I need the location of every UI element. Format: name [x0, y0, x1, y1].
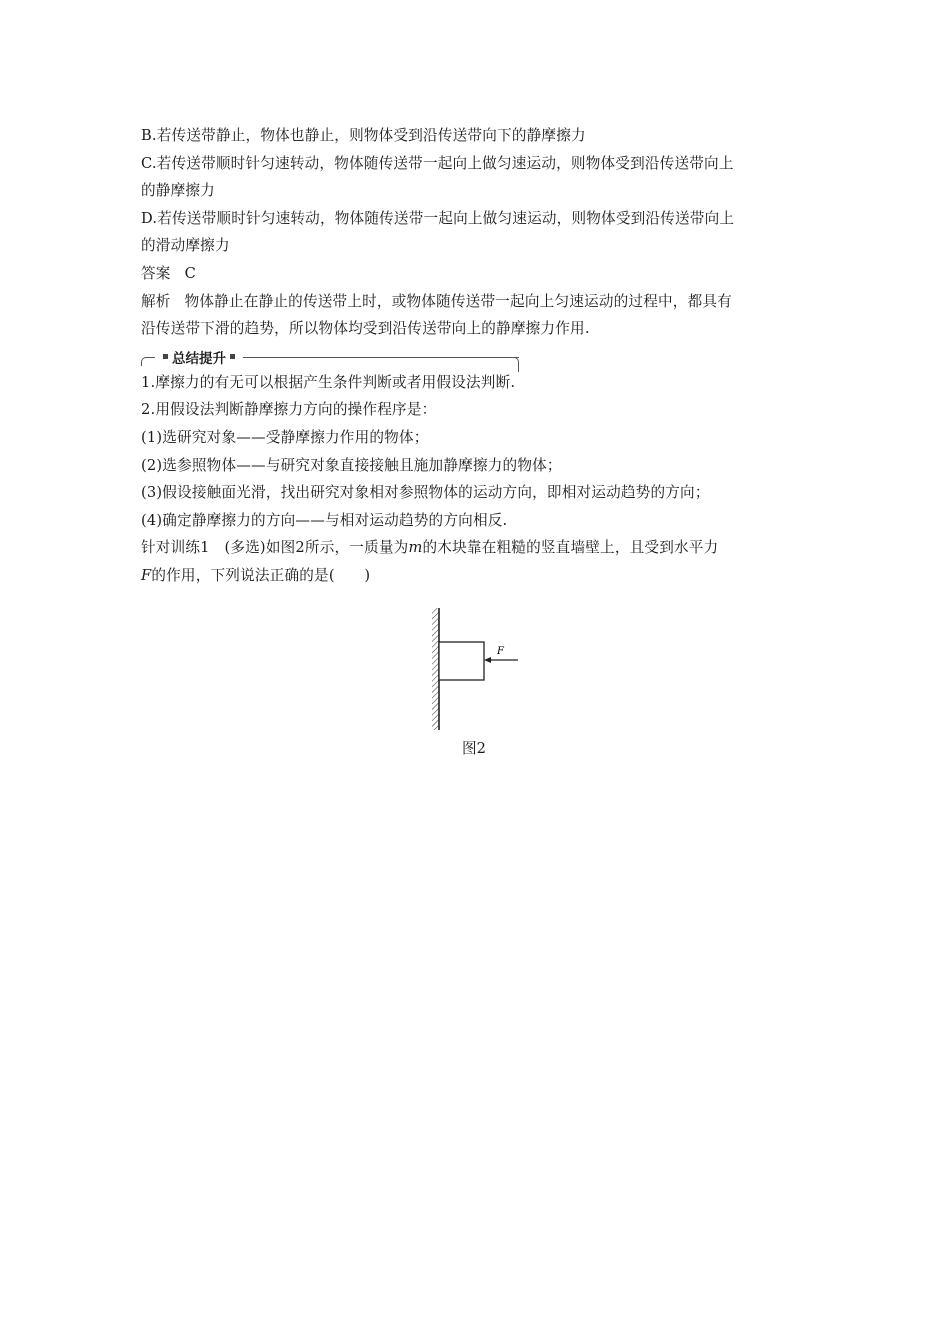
square-bullet-icon: [230, 354, 235, 359]
answer-value: C: [184, 264, 196, 282]
wall-hatch: [432, 608, 439, 730]
analysis-label: 解析: [141, 292, 171, 310]
mass-symbol: m: [408, 539, 423, 557]
analysis-text-1: 物体静止在静止的传送带上时，或物体随传送带一起向上匀速运动的过程中，都具有: [184, 292, 732, 310]
figure-wall-block: [420, 608, 530, 730]
force-symbol: F: [141, 566, 152, 584]
option-d-line2: 的滑动摩擦力: [141, 237, 230, 255]
option-c-line2: 的静摩擦力: [141, 182, 215, 200]
figure-caption: 图2: [462, 740, 486, 757]
option-b: B.若传送带静止，物体也静止，则物体受到沿传送带向下的静摩擦力: [141, 127, 586, 144]
square-bullet-icon: [163, 354, 168, 359]
summary-item-2: 2.用假设法判断静摩擦力方向的操作程序是：: [141, 401, 437, 419]
figure-force-label: F: [497, 646, 504, 657]
summary-item-3: (1)选研究对象——受静摩擦力作用的物体；: [141, 428, 429, 446]
answer-label: 答案: [141, 264, 171, 282]
analysis-line2: 沿传送带下滑的趋势，所以物体均受到沿传送带向上的静摩擦力作用.: [141, 320, 590, 338]
exercise-text-b: 的木块靠在粗糙的竖直墙壁上，且受到水平力: [422, 539, 719, 557]
document-body: [141, 122, 813, 590]
summary-title-wrap: [155, 349, 243, 365]
option-c-line1: C.若传送带顺时针匀速转动，物体随传送带一起向上做匀速运动，则物体受到沿传送带向上: [141, 154, 734, 172]
block: [439, 642, 484, 680]
answer-line: [141, 260, 813, 288]
exercise-line1: [141, 534, 813, 562]
exercise-line2: [141, 562, 813, 590]
summary-corner-right: [512, 357, 519, 372]
exercise-text-c: 的作用，下列说法正确的是( ): [151, 566, 371, 584]
option-d-line1: D.若传送带顺时针匀速转动，物体随传送带一起向上做匀速运动，则物体受到沿传送带向上: [141, 209, 735, 227]
summary-item-4: (2)选参照物体——与研究对象直接接触且施加静摩擦力的物体；: [141, 456, 562, 474]
arrow-head-icon: [484, 657, 491, 663]
summary-header: [141, 349, 519, 365]
summary-corner-left: [141, 357, 148, 366]
summary-title: 总结提升: [172, 350, 226, 367]
analysis-line1: [141, 288, 813, 316]
exercise-text-a: 针对训练1 (多选)如图2所示，一质量为: [141, 539, 409, 557]
summary-item-1: 1.摩擦力的有无可以根据产生条件判断或者用假设法判断.: [141, 373, 516, 391]
summary-item-6: (4)确定静摩擦力的方向——与相对运动趋势的方向相反.: [141, 511, 508, 529]
summary-item-5: (3)假设接触面光滑，找出研究对象相对参照物体的运动方向，即相对运动趋势的方向；: [141, 484, 710, 502]
